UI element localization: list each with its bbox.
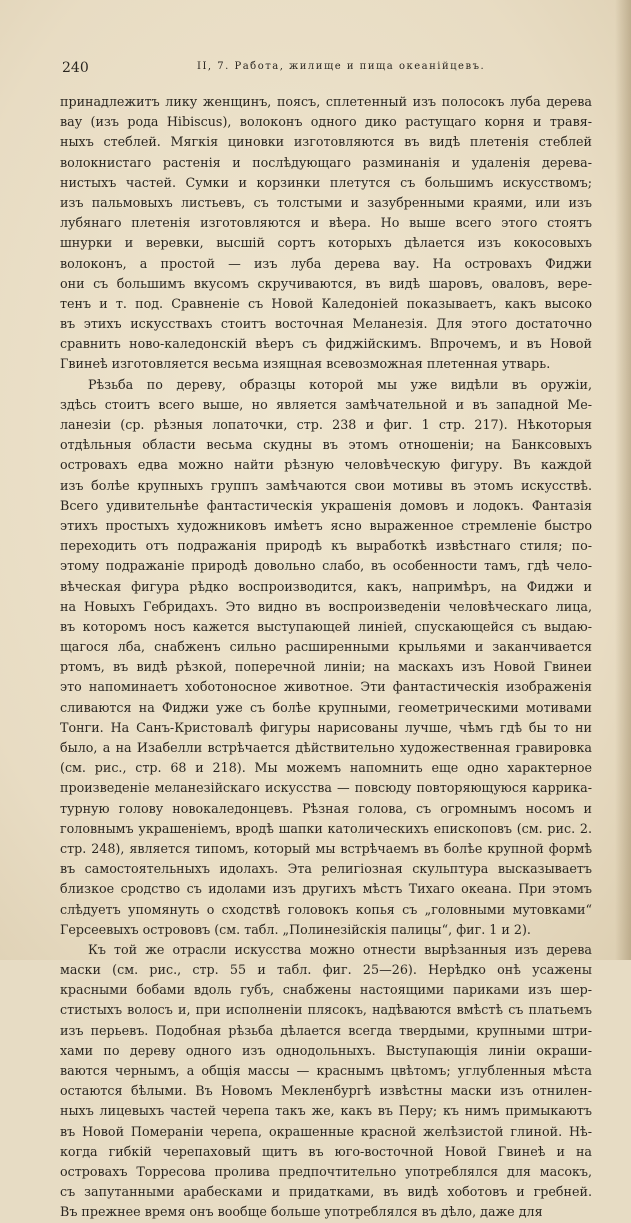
text-line: изъ болѣе крупныхъ группъ замѣчаются свои мотивы въ этомъ искусствѣ. bbox=[60, 477, 592, 493]
text-line: когда гибкій черепаховый щитъ въ юго-восточной Новой Гвинеѣ и на bbox=[60, 1143, 592, 1159]
paragraph bbox=[60, 940, 592, 1223]
text-line: шнурки и веревки, высшій сортъ которыхъ дѣлается изъ кокосовыхъ bbox=[60, 235, 592, 251]
text-line: на Новыхъ Гебридахъ. Это видно въ воспроизведеніи человѣческаго лица, bbox=[60, 598, 592, 614]
text-line: отдѣльныя области весьма скудны въ этомъ отношеніи; на Банксовыхъ bbox=[60, 437, 592, 453]
text-line: близкое сродство съ идолами изъ другихъ мѣстъ Тихаго океана. При этомъ bbox=[60, 881, 592, 897]
text-line: волокнистаго растенія и послѣдующаго разминанія и удаленія дерева- bbox=[60, 154, 592, 170]
text-line: съ запутанными арабесками и придатками, въ видѣ хоботовъ и гребней. bbox=[60, 1184, 592, 1200]
text-line: они съ большимъ вкусомъ скручиваются, въ видѣ шаровъ, оваловъ, вере- bbox=[60, 275, 592, 291]
text-line: вѣческая фигура рѣдко воспроизводится, какъ, напримѣръ, на Фиджи и bbox=[60, 578, 592, 594]
text-line: изъ пальмовыхъ листьевъ, съ толстыми и зазубренными краями, или изъ bbox=[60, 194, 592, 210]
text-line: стистыхъ волосъ и, при исполненіи плясокъ, надѣваются вмѣстѣ съ платьемъ bbox=[60, 1002, 592, 1018]
text-line: маски (см. рис., стр. 55 и табл. фиг. 25—26). Нерѣдко онѣ усажены bbox=[60, 962, 592, 978]
text-line: волоконъ, а простой — изъ луба дерева вау. На островахъ Фиджи bbox=[60, 255, 592, 271]
text-line: слѣдуетъ упомянуть о сходствѣ головокъ копья съ „головными мутовками“ bbox=[60, 901, 592, 917]
running-head: II, 7. Работа, жилище и пища океанійцевъ. bbox=[197, 61, 486, 72]
text-line: хами по дереву одного изъ однодольныхъ. Выступающія линіи окраши- bbox=[60, 1042, 592, 1058]
text-line: стр. 248), является типомъ, который мы встрѣчаемъ въ болѣе крупной формѣ bbox=[60, 840, 592, 856]
paragraph bbox=[60, 92, 592, 375]
text-line: Тонги. На Санъ-Кристовалѣ фигуры нарисованы лучше, чѣмъ гдѣ бы то ни bbox=[60, 719, 592, 735]
text-line: ныхъ лицевыхъ частей черепа такъ же, какъ въ Перу; къ нимъ примыкаютъ bbox=[60, 1103, 592, 1119]
text-line: лубянаго плетенія изготовляются и вѣера. Но выше всего этого стоятъ bbox=[60, 215, 592, 231]
text-line: это напоминаетъ хоботоносное животное. Эти фантастическія изображенія bbox=[60, 679, 592, 695]
text-line: Въ прежнее время онъ вообще больше употреблялся въ дѣло, даже для bbox=[60, 1204, 543, 1220]
text-line: ныхъ стеблей. Мягкія циновки изготовляются въ видѣ плетенія стеблей bbox=[60, 134, 592, 150]
text-line: островахъ едва можно найти рѣзную человѣческую фигуру. Въ каждой bbox=[60, 457, 592, 473]
text-line: остаются бѣлыми. Въ Новомъ Мекленбургѣ извѣстны маски изъ отнилен- bbox=[60, 1083, 592, 1099]
text-line: (см. рис., стр. 68 и 218). Мы можемъ напомнить еще одно характерное bbox=[60, 760, 592, 776]
text-line: головнымъ украшеніемъ, вродѣ шапки католическихъ епископовъ (см. рис. 2. bbox=[60, 820, 592, 836]
paragraph bbox=[60, 375, 592, 940]
text-line: здѣсь стоитъ всего выше, но является замѣчательной и въ западной Ме- bbox=[60, 396, 592, 412]
text-line: переходить отъ подражанія природѣ къ выработкѣ извѣстнаго стиля; по- bbox=[60, 538, 592, 554]
text-line: Къ той же отрасли искусства можно отнести вырѣзанныя изъ дерева bbox=[88, 941, 592, 957]
text-line: Гвинеѣ изготовляется весьма изящная всевозможная плетенная утварь. bbox=[60, 356, 551, 372]
text-line: этихъ простыхъ художниковъ имѣетъ ясно выраженное стремленіе быстро bbox=[60, 517, 592, 533]
page-header bbox=[62, 60, 582, 80]
text-line: ланезіи (ср. рѣзныя лопаточки, стр. 238 и фиг. 1 стр. 217). Нѣкоторыя bbox=[60, 417, 592, 432]
body-text bbox=[60, 92, 592, 1223]
text-line: въ которомъ носъ кажется выступающей линіей, спускающейся съ выдаю- bbox=[60, 618, 592, 634]
page-number: 240 bbox=[62, 60, 89, 76]
text-line: въ самостоятельныхъ идолахъ. Эта религіозная скульптура высказываетъ bbox=[60, 861, 592, 877]
text-line: Рѣзьба по дереву, образцы которой мы уже видѣли въ оружіи, bbox=[88, 376, 592, 392]
text-line: Герсеевыхъ острововъ (см. табл. „Полинезійскія палицы“, фиг. 1 и 2). bbox=[60, 921, 531, 937]
text-line: изъ перьевъ. Подобная рѣзьба дѣлается всегда твердыми, крупными штри- bbox=[60, 1022, 592, 1038]
text-line: сравнить ново-каледонскій вѣеръ съ фиджійскимъ. Впрочемъ, и въ Новой bbox=[60, 336, 592, 352]
text-line: островахъ Торресова пролива предпочтительно употреблялся для масокъ, bbox=[60, 1163, 592, 1179]
text-line: турную голову новокаледонцевъ. Рѣзная голова, съ огромнымъ носомъ и bbox=[60, 800, 592, 816]
text-line: Всего удивительнѣе фантастическія украшенія домовъ и лодокъ. Фантазія bbox=[60, 497, 592, 513]
text-line: тенъ и т. под. Сравненіе съ Новой Каледоніей показываетъ, какъ высоко bbox=[60, 295, 592, 311]
text-line: щагося лба, снабженъ сильно расширенными крыльями и заканчивается bbox=[60, 639, 592, 655]
text-line: этому подражаніе природѣ довольно слабо, въ особенности тамъ, гдѣ чело- bbox=[60, 558, 592, 574]
text-line: произведеніе меланезійскаго искусства — повсюду повторяющуюся каррика- bbox=[60, 780, 592, 796]
text-line: принадлежитъ лику женщинъ, поясъ, сплетенный изъ полосокъ луба дерева bbox=[60, 94, 592, 109]
text-line: ваются чернымъ, а общія массы — краснымъ цвѣтомъ; углубленныя мѣста bbox=[60, 1063, 592, 1078]
text-line: вау (изъ рода Hibiscus), волоконъ одного дико растущаго корня и травя- bbox=[60, 114, 592, 130]
page-fold-shadow bbox=[615, 0, 631, 960]
text-line: въ Новой Помераніи черепа, окрашенные красной желѣзистой глиной. Нѣ- bbox=[60, 1123, 592, 1139]
text-line: сливаются на Фиджи уже съ болѣе крупными, геометрическими мотивами bbox=[60, 699, 592, 715]
text-line: нистыхъ частей. Сумки и корзинки плетутся съ большимъ искусствомъ; bbox=[60, 174, 592, 190]
text-line: красными бобами вдоль губъ, снабжены настоящими париками изъ шер- bbox=[60, 982, 592, 998]
text-line: было, а на Изабелли встрѣчается дѣйствительно художественная гравировка bbox=[60, 740, 592, 755]
text-line: въ этихъ искусствахъ стоитъ восточная Меланезія. Для этого достаточно bbox=[60, 316, 592, 332]
text-line: ртомъ, въ видѣ рѣзкой, поперечной линіи; на маскахъ изъ Новой Гвинеи bbox=[60, 659, 592, 675]
